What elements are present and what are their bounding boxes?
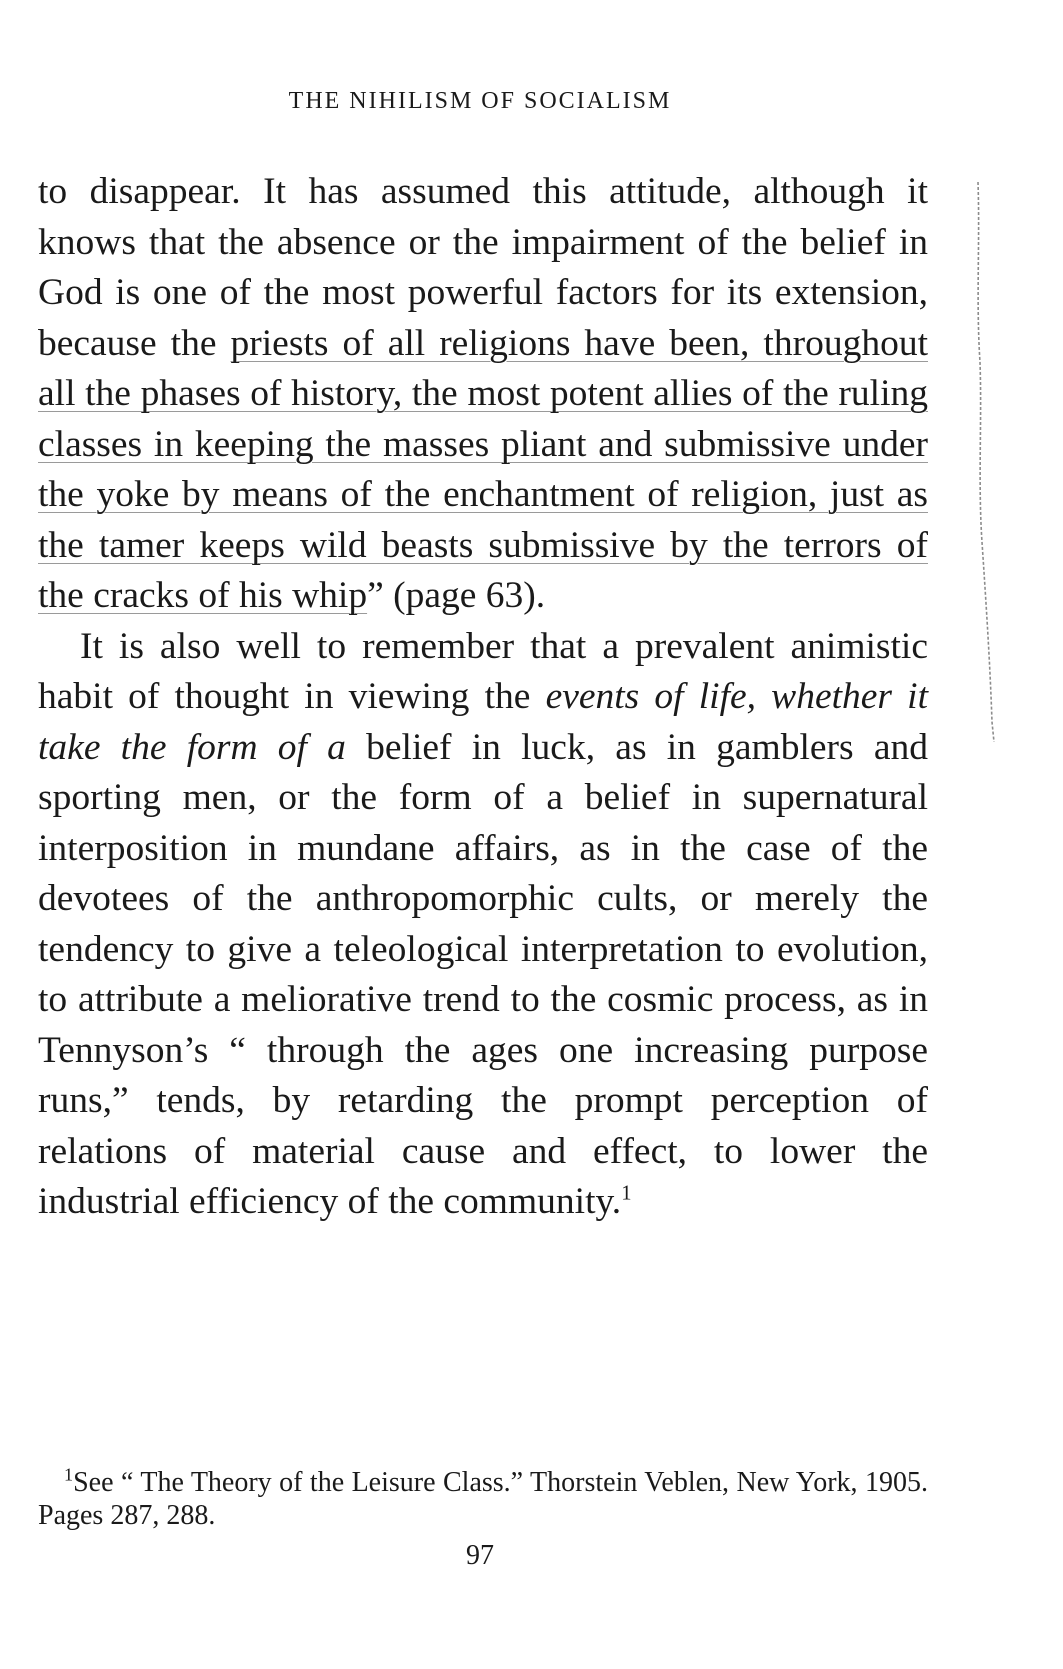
footnote: [38, 1466, 928, 1532]
running-head: THE NIHILISM OF SOCIALISM: [288, 88, 672, 114]
paragraph-1-text-c: ” (page 63).: [367, 575, 546, 616]
underlined-passage: priests of all religions have been, throughout all the phases of history, the most potent allies of the ruling classes in keeping the masses pliant and submissive under the yoke by means of the enchantment of religion, just as the tamer keeps wild beasts submissive by the terrors of the cracks of his whip: [38, 322, 928, 616]
footnote-reference: 1: [621, 1182, 632, 1205]
paragraph-2-text-a: It is also well to remember that a prevalent animistic habit of thought in viewing the: [38, 625, 928, 717]
footnote-text: See “ The Theory of the Leisure Class.” Thorstein Veblen, New York, 1905. Pages 287, 288.: [38, 1467, 928, 1531]
footnote-mark: 1: [64, 1464, 74, 1485]
paragraph-2-text-b: belief in luck, as in gamblers and sporting men, or the form of a belief in supernatural interposition in mundane affairs, as in the case of the devotees of the anthropomorphic cults, or merely the tendency to give a teleological interpretation to evolution, to attribute a meliorative trend to the cosmic process, as in Tennyson’s “ through the ages one increasing purpose runs,” tends, by retarding the prompt perception of relations of material cause and effect, to lower the industrial efficiency of the community.: [38, 726, 928, 1222]
page-number: 97: [466, 1540, 494, 1571]
paragraph-2-italic: events of life, whether it take the form of a: [38, 676, 928, 768]
margin-marking: [972, 182, 996, 742]
body-text: [38, 167, 928, 1228]
paragraph-1: [38, 167, 928, 622]
paragraph-1-text-a: to disappear. It has assumed this attitude, although it knows that the absence or the impairment of the belief in God is one of the most powerful factors for its extension, because the: [38, 171, 928, 364]
paragraph-2: [38, 622, 928, 1228]
